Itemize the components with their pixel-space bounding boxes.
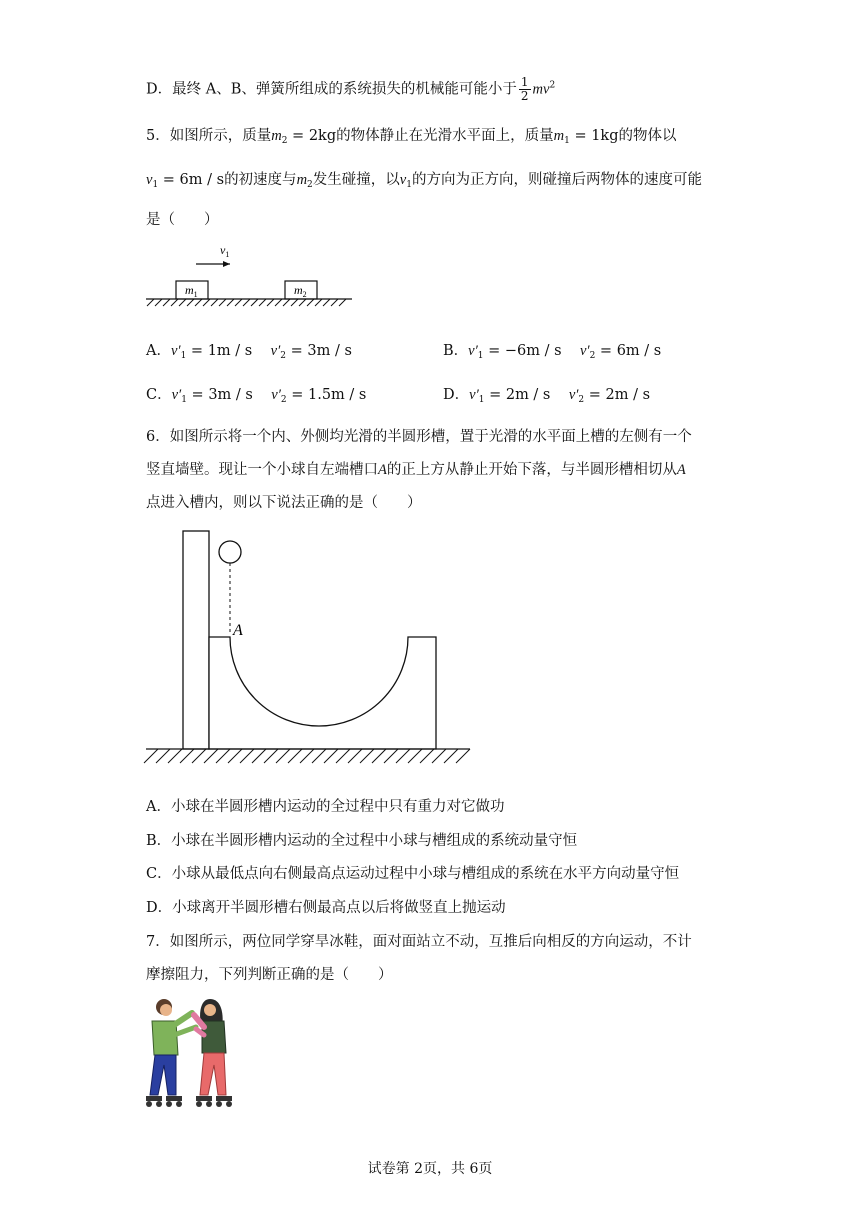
- hatch-stroke: [251, 299, 258, 306]
- ground-hatching: [144, 749, 470, 763]
- subscript: 2: [589, 351, 596, 361]
- q5-option-b: [443, 339, 661, 361]
- hatch-stroke: [348, 749, 362, 763]
- q7-stem-line2: 摩擦阻力，下列判断正确的是（ ）: [146, 967, 393, 983]
- mass-value: = 1kg: [569, 128, 619, 144]
- fraction: [519, 76, 531, 103]
- subscript: 2: [307, 180, 313, 190]
- fig-velocity-label: $v_1$: [220, 243, 230, 259]
- semicircle-groove: [209, 637, 436, 749]
- hatch-stroke: [155, 299, 162, 306]
- q5-text: 发生碰撞，以: [312, 172, 400, 188]
- q6-option-d: D．小球离开半圆形槽右侧最高点以后将做竖直上抛运动: [146, 900, 506, 916]
- velocity-symbol: v′: [579, 343, 590, 359]
- point-label: A: [676, 462, 686, 478]
- q6-semicircle-groove-figure: [140, 525, 480, 770]
- q5-text: 的初速度与: [224, 172, 297, 188]
- q6-stem-line1: 6．如图所示将一个内、外侧均光滑的半圆形槽，置于光滑的水平面上槽的左侧有一个: [146, 429, 692, 445]
- block-m2-label: $m_2$: [294, 283, 307, 299]
- skate-wheel: [176, 1101, 182, 1107]
- hatch-stroke: [259, 299, 266, 306]
- velocity-value: = 2m / s: [484, 387, 551, 403]
- skate-wheel: [156, 1101, 162, 1107]
- exponent: 2: [549, 80, 556, 91]
- skate-wheel: [206, 1101, 212, 1107]
- fraction-numerator: 1: [520, 75, 529, 89]
- hatch-stroke: [299, 299, 306, 306]
- hatch-stroke: [339, 299, 346, 306]
- q5-text: 的物体以: [618, 128, 677, 144]
- hatch-stroke: [372, 749, 386, 763]
- q5-text: 的方向为正方向，则碰撞后两物体的速度可能: [411, 172, 702, 188]
- velocity-symbol: v′: [171, 387, 182, 403]
- point-a-label: A: [233, 622, 243, 639]
- point-label: A: [378, 462, 387, 478]
- boy-skate: [146, 1096, 162, 1101]
- page-footer: 试卷第 2页，共 6页: [367, 1161, 493, 1177]
- hatch-stroke: [444, 749, 458, 763]
- option-label: B．: [443, 343, 469, 359]
- hatch-stroke: [396, 749, 410, 763]
- q6-stem-line2: [146, 458, 686, 479]
- hatch-stroke: [227, 299, 234, 306]
- hatch-stroke: [211, 299, 218, 306]
- velocity-symbol: v′: [469, 387, 479, 403]
- hatch-stroke: [312, 749, 326, 763]
- q5-option-a: [146, 339, 352, 361]
- velocity-value: = 1m / s: [186, 343, 253, 359]
- velocity-value: = 3m / s: [286, 343, 352, 359]
- hatch-stroke: [156, 749, 170, 763]
- skate-wheel: [216, 1101, 222, 1107]
- hatch-stroke: [324, 749, 338, 763]
- girl-pants: [200, 1053, 226, 1095]
- hatch-stroke: [219, 299, 226, 306]
- q5-collision-figure: [140, 240, 360, 315]
- velocity-value: = 2m / s: [584, 387, 651, 403]
- hatch-stroke: [300, 749, 314, 763]
- wall: [183, 531, 209, 749]
- hatch-stroke: [420, 749, 434, 763]
- hatch-stroke: [283, 299, 290, 306]
- velocity-symbol: v′: [271, 387, 281, 403]
- velocity-symbol: v′: [568, 387, 579, 403]
- girl-face: [204, 1004, 216, 1016]
- ball: [219, 541, 241, 563]
- boy-pants: [150, 1055, 176, 1095]
- hatch-stroke: [315, 299, 322, 306]
- velocity-symbol: v′: [270, 343, 281, 359]
- subscript: 1: [181, 395, 187, 405]
- velocity-symbol: v′: [468, 343, 478, 359]
- subscript: 2: [281, 136, 288, 146]
- q6-text: 竖直墙壁。现让一个小球自左端槽口: [146, 462, 378, 478]
- hatch-stroke: [144, 749, 158, 763]
- q6-stem-line3: 点进入槽内，则以下说法正确的是（ ）: [146, 495, 422, 511]
- q4-option-d-text: D．最终 A、B、弹簧所组成的系统损失的机械能可能小于: [146, 81, 517, 98]
- skate-wheel: [196, 1101, 202, 1107]
- boy-skate: [166, 1096, 182, 1101]
- velocity-symbol: v: [146, 172, 153, 188]
- q5-option-c: [146, 383, 366, 405]
- ground-hatching: [147, 299, 346, 306]
- q7-stem-line1: 7．如图所示，两位同学穿旱冰鞋，面对面站立不动，互推后向相反的方向运动，不计: [146, 934, 692, 950]
- option-label: D．: [443, 387, 470, 403]
- subscript: 2: [578, 395, 585, 405]
- q6-option-b: B．小球在半圆形槽内运动的全过程中小球与槽组成的系统动量守恒: [146, 833, 578, 849]
- girl-skate: [216, 1096, 232, 1101]
- hatch-stroke: [267, 299, 274, 306]
- hatch-stroke: [163, 299, 170, 306]
- hatch-stroke: [291, 299, 298, 306]
- hatch-stroke: [331, 299, 338, 306]
- subscript: 2: [280, 351, 286, 361]
- subscript: 1: [564, 136, 570, 146]
- boy-face: [160, 1004, 172, 1016]
- hatch-stroke: [307, 299, 314, 306]
- hatch-stroke: [235, 299, 242, 306]
- hatch-stroke: [180, 749, 194, 763]
- velocity-symbol: v: [399, 172, 407, 188]
- hatch-stroke: [171, 299, 178, 306]
- mass-value: = 2kg: [287, 128, 337, 144]
- q6-option-a: A．小球在半圆形槽内运动的全过程中只有重力对它做功: [146, 799, 505, 815]
- q5-option-d: [443, 383, 650, 405]
- q6-option-c: C．小球从最低点向右侧最高点运动过程中小球与槽组成的系统在水平方向动量守恒: [146, 866, 680, 882]
- skate-wheel: [166, 1101, 172, 1107]
- option-label: A．: [146, 343, 171, 359]
- hatch-stroke: [168, 749, 182, 763]
- q5-text: 的物体静止在光滑水平面上，质量: [336, 128, 554, 144]
- mass-symbol: m: [271, 128, 282, 144]
- q4-option-d: [146, 76, 555, 103]
- kinetic-energy-expr: mv: [532, 81, 550, 98]
- hatch-stroke: [288, 749, 302, 763]
- hatch-stroke: [408, 749, 422, 763]
- hatch-stroke: [216, 749, 230, 763]
- velocity-symbol: v′: [170, 343, 181, 359]
- subscript: 1: [180, 351, 187, 361]
- hatch-stroke: [275, 299, 282, 306]
- subscript: 1: [478, 395, 485, 405]
- hatch-stroke: [203, 299, 210, 306]
- skate-wheel: [146, 1101, 152, 1107]
- hatch-stroke: [264, 749, 278, 763]
- subscript: 1: [406, 180, 412, 190]
- velocity-arrowhead: [223, 261, 230, 267]
- q5-text: 5．如图所示，质量: [146, 128, 272, 144]
- hatch-stroke: [323, 299, 330, 306]
- hatch-stroke: [240, 749, 254, 763]
- subscript: 2: [280, 395, 287, 405]
- subscript: 1: [477, 351, 484, 361]
- q5-stem-line2: [146, 168, 702, 190]
- hatch-stroke: [243, 299, 250, 306]
- q7-skaters-illustration: [140, 995, 250, 1115]
- hatch-stroke: [228, 749, 242, 763]
- hatch-stroke: [252, 749, 266, 763]
- hatch-stroke: [276, 749, 290, 763]
- hatch-stroke: [384, 749, 398, 763]
- hatch-stroke: [187, 299, 194, 306]
- q5-stem-line3: 是（ ）: [146, 212, 219, 228]
- hatch-stroke: [192, 749, 206, 763]
- velocity-value: = 3m / s: [186, 387, 253, 403]
- velocity-value: = 1.5m / s: [286, 387, 367, 403]
- subscript: 1: [152, 180, 159, 190]
- hatch-stroke: [336, 749, 350, 763]
- skate-wheel: [226, 1101, 232, 1107]
- hatch-stroke: [456, 749, 470, 763]
- mass-symbol: m: [296, 172, 308, 188]
- boy-arm: [174, 1027, 196, 1035]
- block-m1-label: $m_1$: [185, 283, 198, 299]
- velocity-value: = 6m / s: [158, 172, 225, 188]
- hatch-stroke: [432, 749, 446, 763]
- fraction-denominator: 2: [520, 89, 529, 103]
- hatch-stroke: [204, 749, 218, 763]
- hatch-stroke: [195, 299, 202, 306]
- velocity-value: = −6m / s: [483, 343, 562, 359]
- mass-symbol: m: [553, 128, 565, 144]
- q6-text: 的正上方从静止开始下落，与半圆形槽相切从: [386, 462, 677, 478]
- boy-arm: [174, 1013, 192, 1025]
- girl-skate: [196, 1096, 212, 1101]
- hatch-stroke: [179, 299, 186, 306]
- hatch-stroke: [360, 749, 374, 763]
- velocity-value: = 6m / s: [595, 343, 662, 359]
- hatch-stroke: [147, 299, 154, 306]
- q5-stem-line1: [146, 124, 677, 146]
- option-label: C．: [146, 387, 172, 403]
